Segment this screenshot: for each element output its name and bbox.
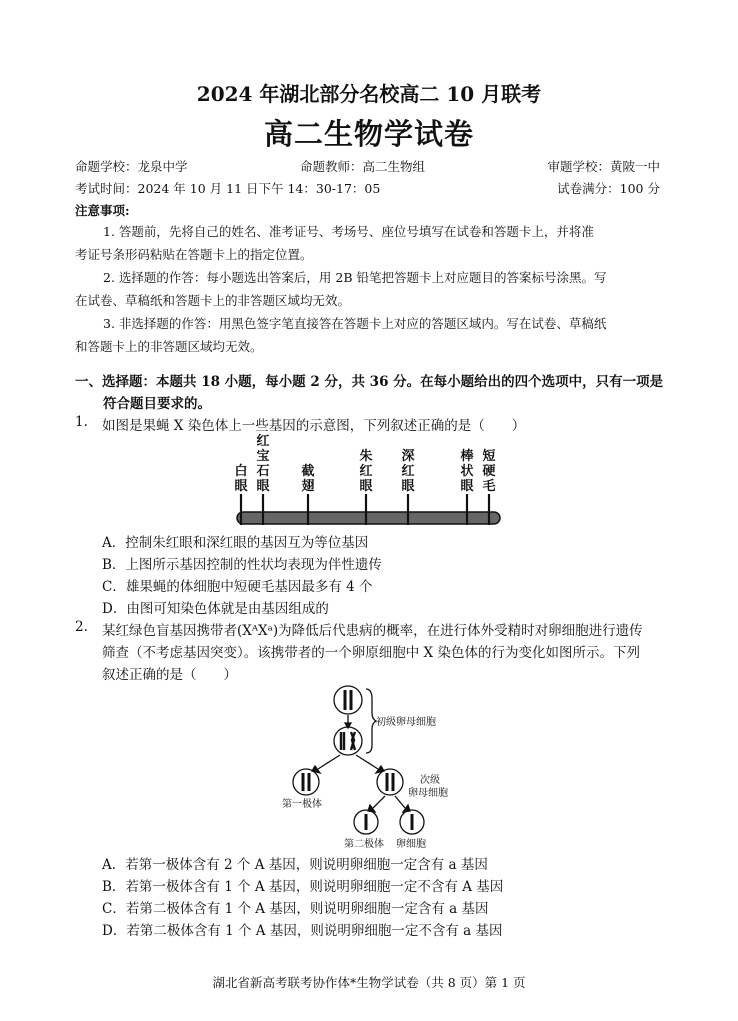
question-1-number: 1.: [75, 414, 88, 430]
chromosome-bar: [237, 512, 500, 524]
section-heading-line-2: 符合题目要求的。: [103, 396, 211, 412]
label-second-polar-body: 第二极体: [344, 839, 384, 850]
gene-label-1: 红宝石眼: [256, 434, 270, 494]
question-1-option-d[interactable]: D．由图可知染色体就是由基因组成的: [102, 601, 329, 617]
secondary-oocyte-cell: [377, 769, 403, 795]
notice-item-2-line-1: 2. 选择题的作答：每小题选出答案后，用 2B 铅笔把答题卡上对应题目的答案标号涂黑。写: [103, 270, 607, 285]
label-secondary-oocyte-1: 次级: [420, 775, 440, 786]
question-2-number: 2.: [75, 619, 88, 635]
question-2-stem-line-3: 叙述正确的是（ ）: [102, 667, 237, 683]
question-1-option-c[interactable]: C．雄果蝇的体细胞中短硬毛基因最多有 4 个: [102, 579, 373, 595]
question-1-option-a[interactable]: A．控制朱红眼和深红眼的基因互为等位基因: [102, 535, 369, 551]
gene-label-0: 白眼: [234, 464, 248, 494]
question-2-stem-line-1: 某红绿色盲基因携带者(XᴬXᵃ)为降低后代患病的概率，在进行体外受精时对卵细胞进行遗传: [102, 623, 643, 639]
question-1-option-b[interactable]: B．上图所示基因控制的性状均表现为伴性遗传: [102, 557, 382, 573]
gene-label-3: 朱红眼: [359, 449, 373, 494]
first-polar-body-cell: [293, 769, 319, 795]
notice-item-1-line-1: 1. 答题前，先将自己的姓名、准考证号、考场号、座位号填写在试卷和答题卡上，并将准: [103, 224, 594, 239]
notice-item-1-line-2: 考证号条形码粘贴在答题卡上的指定位置。: [75, 247, 313, 262]
gene-label-5: 棒状眼: [460, 449, 474, 494]
notice-item-3-line-2: 和答题卡上的非答题区域均无效。: [75, 339, 263, 354]
label-egg-cell: 卵细胞: [396, 839, 426, 850]
exam-title: 2024 年湖北部分名校高二 10 月联考: [196, 82, 542, 106]
oogenesis-diagram: [260, 685, 480, 850]
reviewer-school: 审题学校：黄陂一中: [547, 159, 660, 174]
section-heading: 一、选择题：本题共 18 小题，每小题 2 分，共 36 分。在每小题给出的四个选项中，只有一项是: [75, 374, 664, 390]
label-first-polar-body: 第一极体: [282, 799, 322, 810]
question-2-option-c[interactable]: C．若第二极体含有 1 个 A 基因，则说明卵细胞一定含有 a 基因: [102, 901, 489, 917]
paper-title: 高二生物学试卷: [263, 117, 474, 151]
question-2-option-d[interactable]: D．若第二极体含有 1 个 A 基因，则说明卵细胞一定不含有 a 基因: [102, 923, 503, 939]
question-2-stem-line-2: 筛查（不考虑基因突变）。该携带者的一个卵原细胞中 X 染色体的行为变化如图所示。下列: [102, 645, 640, 661]
proposer-teacher: 命题教师：高二生物组: [300, 159, 426, 174]
gene-label-4: 深红眼: [401, 449, 415, 494]
proposer-school: 命题学校：龙泉中学: [75, 159, 188, 174]
full-score: 试卷满分：100 分: [557, 181, 660, 196]
page-footer: 湖北省新高考联考协作体*生物学试卷（共 8 页）第 1 页: [212, 975, 526, 990]
label-primary-oocyte: 初级卵母细胞: [376, 717, 436, 728]
x-chromosome-gene-map: [225, 432, 515, 532]
notice-item-3-line-1: 3. 非选择题的作答：用黑色签字笔直接答在答题卡上对应的答题区域内。写在试卷、草稿纸: [103, 316, 607, 331]
notice-heading: 注意事项:: [75, 203, 130, 218]
question-1-stem: 如图是果蝇 X 染色体上一些基因的示意图，下列叙述正确的是（ ）: [102, 418, 526, 434]
oogonium-cell: [334, 686, 362, 714]
notice-item-2-line-2: 在试卷、草稿纸和答题卡上的非答题区域均无效。: [75, 293, 351, 308]
label-secondary-oocyte-2: 卵母细胞: [408, 788, 448, 799]
question-2-option-a[interactable]: A．若第一极体含有 2 个 A 基因，则说明卵细胞一定含有 a 基因: [102, 857, 488, 873]
question-2-option-b[interactable]: B．若第一极体含有 1 个 A 基因，则说明卵细胞一定不含有 A 基因: [102, 879, 504, 895]
gene-label-6: 短硬毛: [482, 449, 496, 494]
primary-oocyte-cell: [334, 727, 362, 755]
gene-label-2: 截翅: [301, 464, 315, 494]
exam-time: 考试时间：2024 年 10 月 11 日下午 14：30-17：05: [75, 181, 381, 196]
